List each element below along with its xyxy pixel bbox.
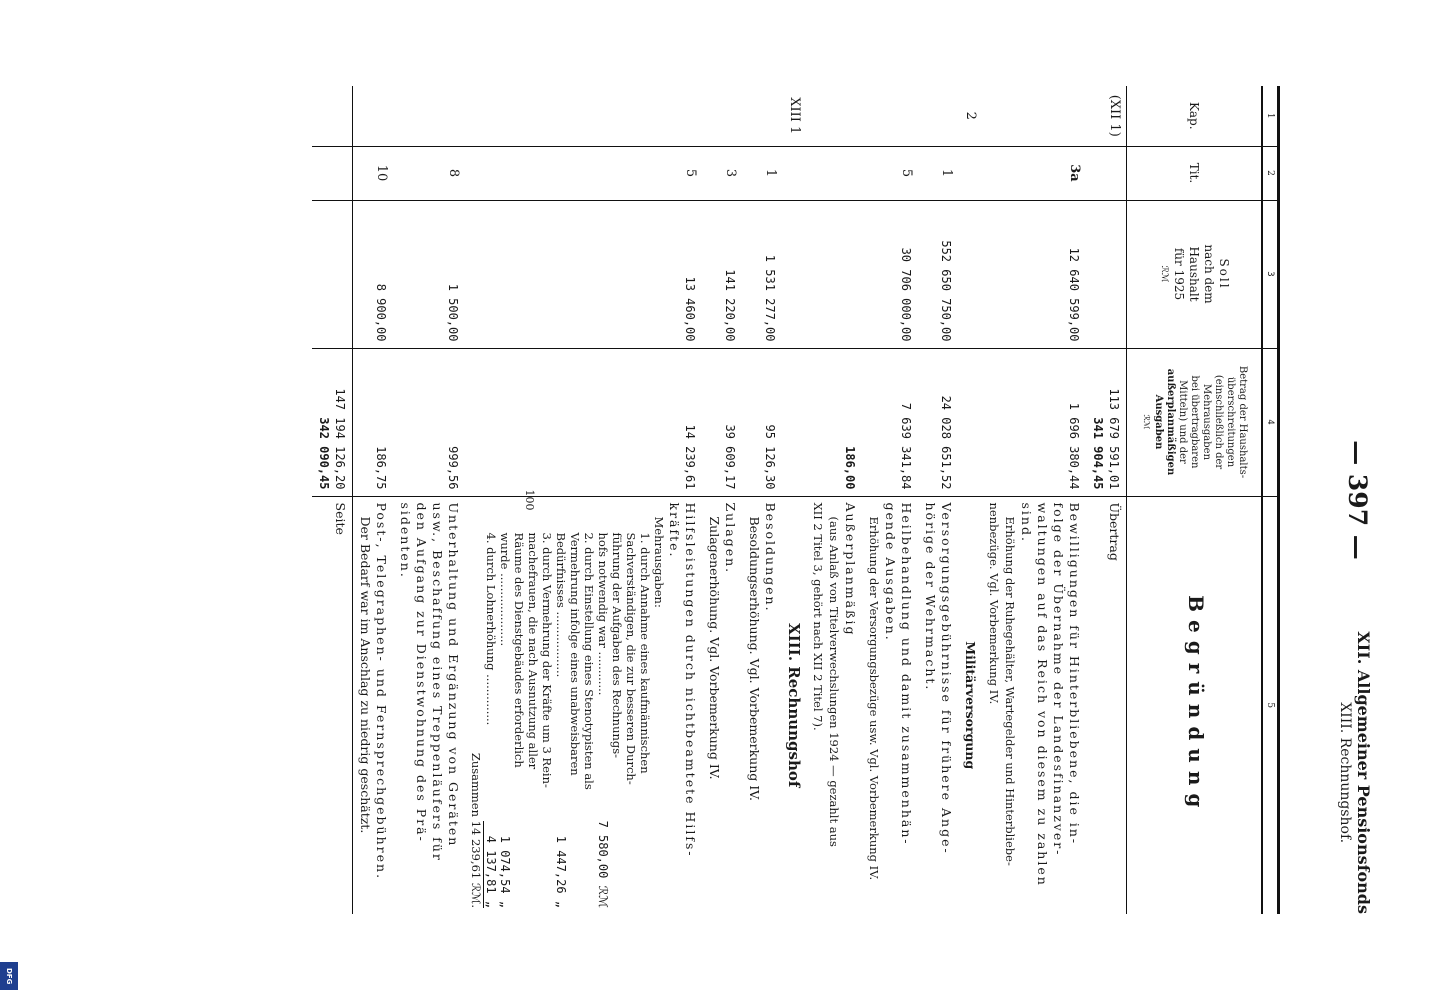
header-begruendung xyxy=(1127,496,1263,914)
carryover-kap: (XII 1) xyxy=(1086,86,1127,146)
row-soll: 1 500,00 xyxy=(393,200,465,348)
dfg-logo: DFG xyxy=(0,962,18,990)
row-text: Außerplanmäßig (aus Anlaß von Titelverwechslungen 1924 — gezahlt aus XII 2 Titel 3, gehört nach XII 2 Titel 7). xyxy=(811,502,858,847)
betrag-line-2: überschreitungen xyxy=(1225,376,1236,468)
table-row xyxy=(806,86,862,914)
row-tit: 5 xyxy=(465,146,702,200)
row-betrag: 7 639 341,84 xyxy=(862,348,918,496)
carryover-amount-1: 113 679 591,01 xyxy=(1107,388,1121,490)
amount: 1 074,54 „ xyxy=(498,835,512,908)
row-text: Besoldungen. Besoldungserhöhung. Vgl. Vorbemerkung IV. xyxy=(747,502,778,801)
row-betrag: 95 126,30 xyxy=(742,348,782,496)
col-number-2: 2 xyxy=(1262,146,1279,200)
carryover-label: Übertrag xyxy=(1107,502,1122,561)
row-soll: 13 460,00 xyxy=(465,200,702,348)
row-text: Hilfsleistungen durch nichtbeamtete Hilfs- kräfte. Mehrausgaben: 1. durch Annahme eines kaufmännischen Sachverständigen, die zur besseren Durch- führung der Aufgaben des Rechnungs- hofs notwendig war ............ 7 580,00 ℛℳ 2. durch Einstellung eines Stenotypisten als Vermehrung infolge eines unabweisbaren Bedürfnisses .................. 1 447,26 „ 3. durch Vermehrung der Kräfte um 3 Rein- machefrauen, die nach Ausnutzung aller Räume des Dienstgebäudes erforderlich wurde .................... 1 074,54 „ 4. durch Lohnerhöhung .............. 4 137,81 „ Zusammen 14 239,61 ℛℳ. xyxy=(469,502,698,908)
column-header-row xyxy=(1127,86,1263,914)
row-tit: 8 xyxy=(393,146,465,200)
col-number-5: 5 xyxy=(1262,496,1279,914)
row-betrag: 186,00 xyxy=(806,348,862,496)
betrag-line-4: Mehrausgaben xyxy=(1201,383,1212,461)
table-row xyxy=(393,86,465,914)
header-betrag xyxy=(1127,348,1263,496)
soll-line-1: Soll xyxy=(1217,258,1232,290)
soll-line-4: für 1925 xyxy=(1172,247,1187,301)
row-text: Versorgungsgebührnisse für frühere Ange- hörige der Wehrmacht. xyxy=(923,502,954,855)
section-title-militaer: Militärversorgung xyxy=(963,641,978,770)
betrag-line-5: bei übertragbaren xyxy=(1189,375,1200,469)
heading-line-1: XII. Allgemeiner Pensionsfonds xyxy=(1354,631,1373,914)
table-row xyxy=(702,86,742,914)
table-row xyxy=(353,86,394,914)
carryover-amount-2: 341 904,45 xyxy=(1091,417,1105,490)
carryover-row xyxy=(1086,86,1127,914)
table-row xyxy=(742,86,782,914)
row-soll: 141 220,00 xyxy=(702,200,742,348)
row-tit: 1 xyxy=(742,146,782,200)
totals-amounts xyxy=(312,348,353,496)
row-betrag: 39 609,17 xyxy=(702,348,742,496)
betrag-line-8: Ausgaben xyxy=(1153,394,1164,450)
totals-label: Seite xyxy=(312,496,353,914)
row-soll: 552 650 750,00 xyxy=(918,200,958,348)
col-number-3: 3 xyxy=(1262,200,1279,348)
section-heading xyxy=(1336,631,1372,914)
betrag-line-3: (einschließlich der xyxy=(1213,374,1224,470)
heading-line-2: XIII. Rechnungshof. xyxy=(1337,702,1353,844)
col-number-1: 1 xyxy=(1262,86,1279,146)
footer-page-number: 100 xyxy=(523,489,536,511)
row-kap: XIII 1 xyxy=(782,86,806,146)
table-row xyxy=(958,86,982,914)
total-amount-1: 147 194 126,20 xyxy=(333,388,347,490)
row-betrag: 186,75 xyxy=(353,348,394,496)
row-soll: 12 640 599,00 xyxy=(982,200,1086,348)
header-soll xyxy=(1127,200,1263,348)
row-kap: 2 xyxy=(958,86,982,146)
totals-row xyxy=(312,86,353,914)
row-text: Post-, Telegraphen- und Fernsprechgebühren. Der Bedarf war im Anschlag zu niedrig geschätzt. xyxy=(358,502,389,881)
row-betrag: 14 239,61 xyxy=(465,348,702,496)
row-text: Zulagen. Zulagenerhöhung. Vgl. Vorbemerkung IV. xyxy=(707,502,738,780)
header-tit: Tit. xyxy=(1127,146,1263,200)
row-soll: 1 531 277,00 xyxy=(742,200,782,348)
betrag-unit: ℛℳ xyxy=(1142,414,1151,430)
row-tit: 10 xyxy=(353,146,394,200)
column-number-row xyxy=(1262,86,1279,914)
begruendung-title: Begründung xyxy=(1184,595,1209,816)
table-row xyxy=(465,86,702,914)
row-text: Bewilligungen für Hinterbliebene, die in- folge der Übernahme der Landesfinanzver- waltungen auf das Reich von diesem zu zahlen sind. Erhöhung der Ruhegehälter, Wartegelder und Hinterbliebe- nenbezüge. Vgl. Vorbemerkung IV. xyxy=(987,502,1082,887)
budget-table xyxy=(312,86,1280,914)
col-number-4: 4 xyxy=(1262,348,1279,496)
document-page xyxy=(32,30,1402,970)
amount: 4 137,81 „ xyxy=(484,835,498,908)
subtotal-amount: 14 239,61 ℛℳ. xyxy=(469,820,483,908)
row-tit: 1 xyxy=(918,146,958,200)
amount: 1 447,26 „ xyxy=(554,835,568,908)
row-betrag: 24 028 651,52 xyxy=(918,348,958,496)
betrag-line-1: Betrag der Haushalts- xyxy=(1237,365,1248,479)
subtotal: Zusammen 14 239,61 ℛℳ. xyxy=(469,752,483,908)
table-row xyxy=(918,86,958,914)
row-text: Heilbehandlung und damit zusammenhän- gende Ausgaben. Erhöhung der Versorgungsbezüge usw. Vgl. Vorbemerkung IV. xyxy=(867,502,914,881)
row-betrag: 999,56 xyxy=(393,348,465,496)
table-row xyxy=(982,86,1086,914)
table-row xyxy=(782,86,806,914)
row-soll: 30 706 000,00 xyxy=(862,200,918,348)
row-tit: 5 xyxy=(862,146,918,200)
header-kap: Kap. xyxy=(1127,86,1263,146)
page-header xyxy=(1280,86,1372,914)
soll-line-2: nach dem xyxy=(1202,244,1217,304)
total-amount-2: 342 090,45 xyxy=(317,417,331,490)
row-tit: 3a xyxy=(982,146,1086,200)
page-number: — 397 — xyxy=(1343,440,1372,560)
carryover-amounts xyxy=(1086,348,1127,496)
table-row xyxy=(862,86,918,914)
section-title-rechnungshof: XIII. Rechnungshof xyxy=(785,623,803,788)
betrag-line-7: außerplanmäßigen xyxy=(1165,368,1176,476)
soll-unit: ℛℳ xyxy=(1159,265,1170,283)
betrag-line-6: Mitteln) und der xyxy=(1177,380,1188,464)
row-tit: 3 xyxy=(702,146,742,200)
row-text: Unterhaltung und Ergänzung von Geräten usw., Beschaffung eines Treppenläufers für den Aufgang zur Dienstwohnung des Prä- sidenten. xyxy=(398,502,461,862)
row-betrag: 1 696 380,44 xyxy=(982,348,1086,496)
amount: 7 580,00 ℛℳ xyxy=(596,820,610,908)
row-soll: 8 900,00 xyxy=(353,200,394,348)
soll-line-3: Haushalt xyxy=(1187,246,1202,302)
